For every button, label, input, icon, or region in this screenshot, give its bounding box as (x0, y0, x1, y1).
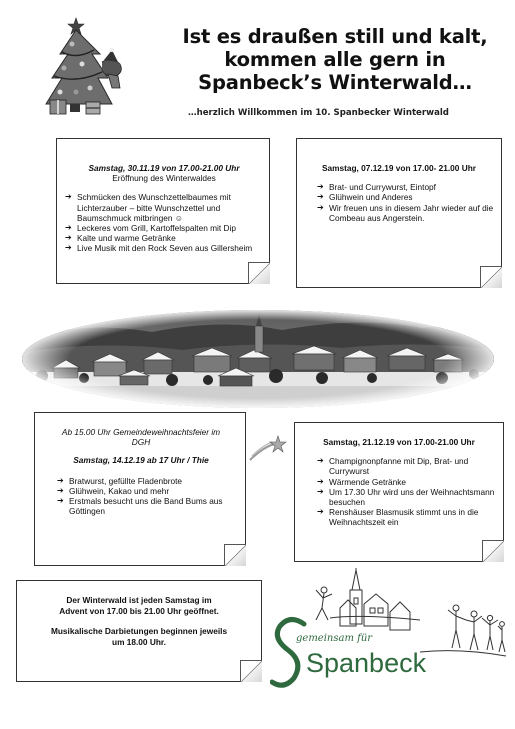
event-items (301, 456, 497, 527)
page-subtitle: …herzlich Willkommen im 10. Spanbecker Winterwald (188, 108, 449, 118)
event-heading: Eröffnung des Winterwaldes (112, 173, 216, 184)
event-box-30-11 (56, 138, 270, 284)
event-items (303, 182, 495, 223)
event-intro: Ab 15.00 Uhr Gemeindeweihnachtsfeier im DGH (61, 427, 221, 448)
shooting-star-icon (248, 434, 288, 462)
list-item: ➔ Bratwurst, gefüllte Fladenbrote (57, 476, 239, 486)
event-box-07-12 (296, 138, 502, 288)
list-item: ➔ Glühwein, Kakao und mehr (57, 486, 239, 496)
event-date: Samstag, 07.12.19 von 17.00- 21.00 Uhr (321, 163, 477, 173)
list-item: ➔ Live Musik mit den Rock Seven aus Gillersheim (65, 243, 263, 253)
list-item: ➔ Wir freuen uns in diesem Jahr wieder auf die Combeau aus Angerstein. (317, 203, 495, 223)
list-item: ➔ Kalte und warme Getränke (65, 233, 263, 243)
list-item: ➔ Wärmende Getränke (317, 477, 497, 487)
info-paragraph-1: Der Winterwald ist jeden Samstag im Advent von 17.00 bis 21.00 Uhr geöffnet. (59, 595, 219, 616)
event-items (43, 476, 239, 517)
event-date: Samstag, 21.12.19 von 17.00-21.00 Uhr (323, 437, 475, 447)
list-item: ➔ Renshäuser Blasmusik stimmt uns in die Weihnachtszeit ein (317, 507, 497, 527)
christmas-tree-illustration (42, 14, 140, 122)
list-item: ➔ Um 17.30 Uhr wird uns der Weihnachtsmann besuchen (317, 487, 497, 507)
snowy-village-photo (22, 310, 494, 408)
spanbeck-logo (270, 568, 510, 694)
logo-s-swash-icon (270, 616, 310, 692)
event-box-21-12 (294, 422, 504, 562)
logo-wordmark: Spanbeck (306, 648, 427, 678)
list-item: ➔ Erstmals besucht uns die Band Bums aus Göttingen (57, 496, 239, 516)
event-box-14-12 (34, 412, 246, 566)
list-item: ➔ Champignonpfanne mit Dip, Brat- und Currywurst (317, 456, 497, 476)
list-item: ➔ Leckeres vom Grill, Kartoffelspalten mit Dip (65, 223, 263, 233)
page-title-line-2: kommen alle gern in (224, 48, 446, 71)
event-date: Samstag, 30.11.19 von 17.00-21.00 Uhr (88, 163, 240, 173)
list-item: ➔ Brat- und Currywurst, Eintopf (317, 182, 495, 192)
list-item: ➔ Glühwein und Anderes (317, 192, 495, 202)
page-title-line-1: Ist es draußen still und kalt, (182, 25, 488, 48)
event-items (65, 192, 263, 253)
list-item: ➔ Schmücken des Wunschzettelbaumes mit Lichterzauber – bitte Wunschzettel und Baumschmuck mitbringen ☺ (65, 192, 263, 223)
logo-tagline: gemeinsam für (296, 633, 373, 644)
info-box (16, 580, 262, 682)
event-date: Samstag, 14.12.19 ab 17 Uhr / Thie (73, 455, 209, 466)
info-paragraph-2: Musikalische Darbietungen beginnen jeweils um 18.00 Uhr. (50, 626, 228, 647)
page-title-line-3: Spanbeck’s Winterwald… (198, 71, 472, 94)
